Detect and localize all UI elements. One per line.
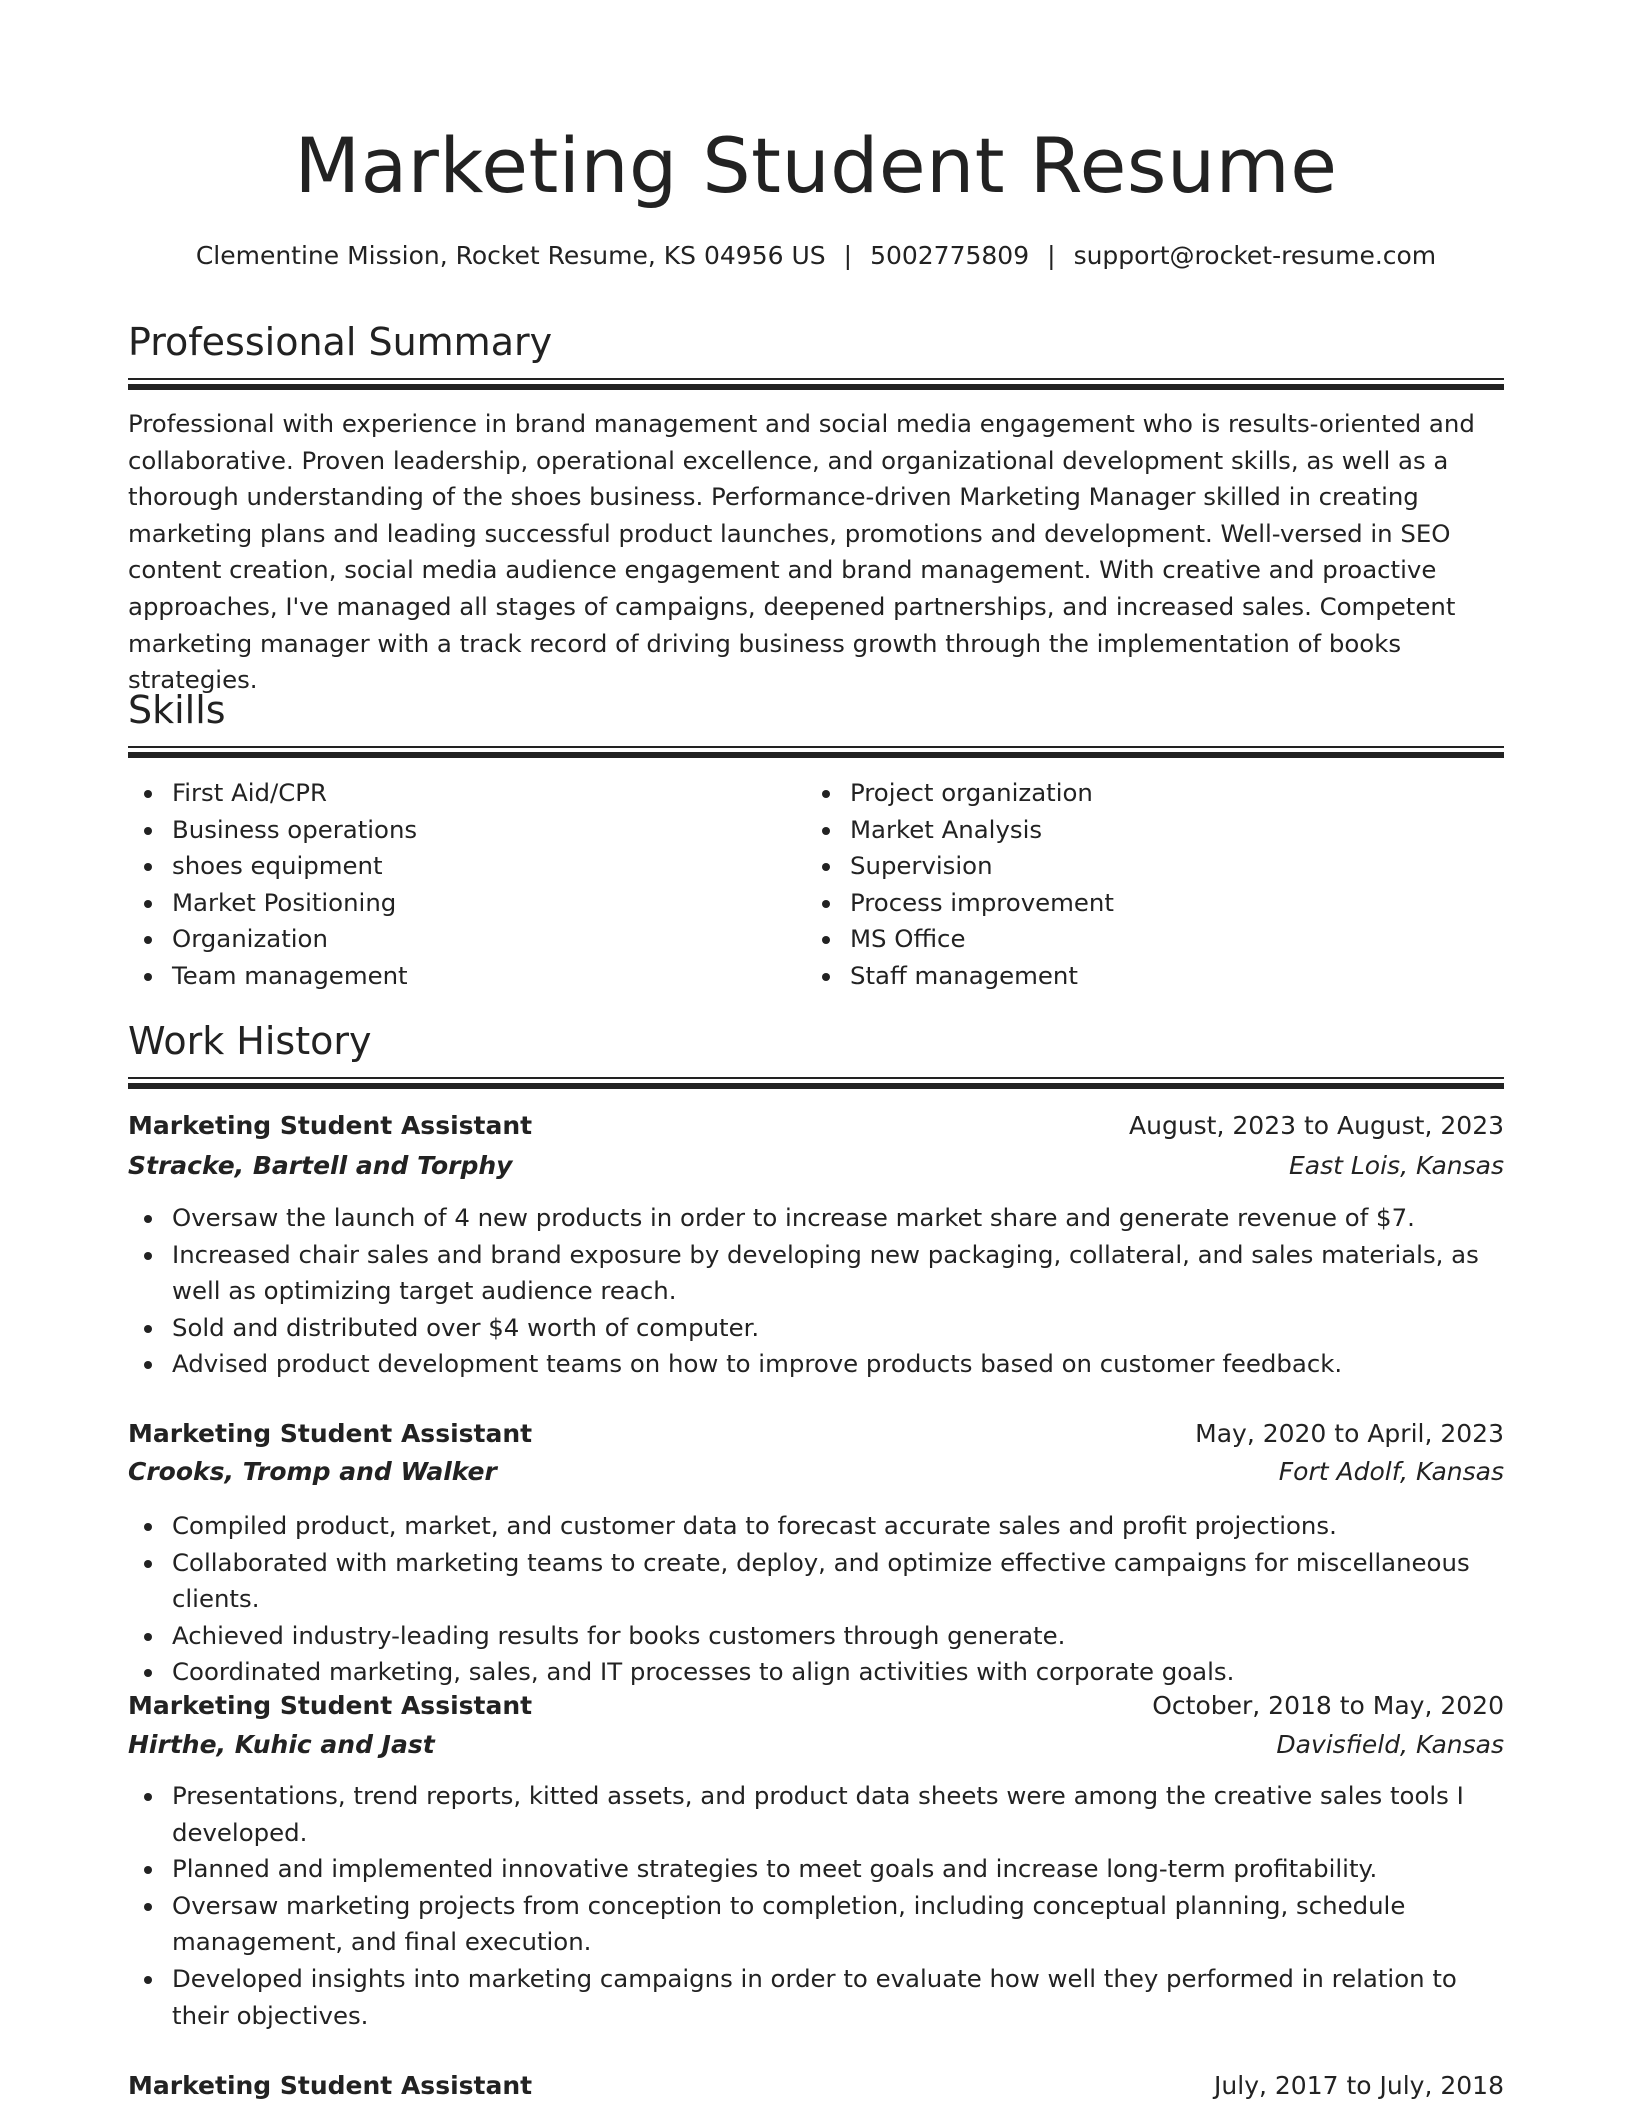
contact-line <box>128 238 1504 274</box>
job-title: Marketing Student Assistant <box>128 1111 533 1140</box>
contact-phone: 5002775809 <box>870 241 1030 270</box>
job-title: Marketing Student Assistant <box>128 2071 533 2100</box>
section-divider <box>128 384 1504 390</box>
contact-separator: | <box>1047 241 1056 270</box>
contact-address: Clementine Mission, Rocket Resume, KS 04956 US <box>195 241 826 270</box>
job-company: Hirthe, Kuhic and Jast <box>128 1730 435 1759</box>
skill-item: Process improvement <box>806 885 1466 922</box>
skill-item: Market Positioning <box>128 885 788 922</box>
job-bullet: Sold and distributed over $4 worth of computer. <box>128 1310 1504 1347</box>
skill-item: Team management <box>128 958 788 995</box>
job-bullet-list <box>128 1508 1504 1691</box>
job-dates: May, 2020 to April, 2023 <box>1195 1419 1504 1448</box>
skill-item: Staff management <box>806 958 1466 995</box>
skill-item: Business operations <box>128 812 788 849</box>
summary-section-header <box>128 316 1504 368</box>
skills-list-left <box>128 775 788 995</box>
job-location: East Lois, Kansas <box>1288 1151 1504 1180</box>
job-dates: August, 2023 to August, 2023 <box>1129 1111 1504 1140</box>
job-bullet: Developed insights into marketing campaigns in order to evaluate how well they performed in relation to their objectives. <box>128 1961 1504 2034</box>
skill-item: Organization <box>128 921 788 958</box>
job-dates: October, 2018 to May, 2020 <box>1152 1691 1504 1720</box>
contact-separator: | <box>843 241 853 270</box>
job-location: Davisfield, Kansas <box>1276 1730 1504 1759</box>
section-divider <box>128 1083 1504 1089</box>
job-bullet: Increased chair sales and brand exposure by developing new packaging, collateral, and sales materials, as well as optimizing target audience reach. <box>128 1237 1504 1310</box>
job-company: Crooks, Tromp and Walker <box>128 1457 497 1486</box>
job-bullet-list <box>128 1200 1504 1383</box>
skills-list-right <box>806 775 1466 995</box>
skill-item: First Aid/CPR <box>128 775 788 812</box>
skills-heading: Skills <box>128 688 226 732</box>
job-dates: July, 2017 to July, 2018 <box>1214 2071 1504 2100</box>
job-title: Marketing Student Assistant <box>128 1419 533 1448</box>
job-bullet: Oversaw the launch of 4 new products in order to increase market share and generate revenue of $7. <box>128 1200 1504 1237</box>
skill-item: MS Office <box>806 921 1466 958</box>
section-divider <box>128 746 1504 748</box>
skill-item: Supervision <box>806 848 1466 885</box>
section-divider <box>128 378 1504 380</box>
resume-page <box>128 0 1504 2112</box>
summary-text: Professional with experience in brand management and social media engagement who is results-oriented and collaborative. Proven leadership, operational excellence, and organizational development skills, as well as a thorough understanding of the shoes business. Performance-driven Marketing Manager skilled in creating marketing plans and leading successful product launches, promotions and development. Well-versed in SEO content creation, social media audience engagement and brand management. With creative and proactive approaches, I've managed all stages of campaigns, deepened partnerships, and increased sales. Competent marketing manager with a track record of driving business growth through the implementation of books strategies. <box>128 409 1475 695</box>
job-bullet: Presentations, trend reports, kitted assets, and product data sheets were among the creative sales tools I developed. <box>128 1778 1504 1851</box>
summary-heading: Professional Summary <box>128 320 553 364</box>
section-divider <box>128 752 1504 758</box>
work-heading: Work History <box>128 1019 372 1063</box>
skill-item: shoes equipment <box>128 848 788 885</box>
section-divider <box>128 1077 1504 1079</box>
skills-section-header <box>128 684 1504 736</box>
job-bullet: Achieved industry-leading results for books customers through generate. <box>128 1618 1504 1655</box>
skill-item: Project organization <box>806 775 1466 812</box>
job-company: Stracke, Bartell and Torphy <box>128 1151 513 1180</box>
job-title: Marketing Student Assistant <box>128 1691 533 1720</box>
job-bullet: Planned and implemented innovative strategies to meet goals and increase long-term profitability. <box>128 1851 1504 1888</box>
resume-title: Marketing Student Resume <box>294 121 1338 210</box>
job-bullet: Advised product development teams on how to improve products based on customer feedback. <box>128 1346 1504 1383</box>
job-bullet: Collaborated with marketing teams to create, deploy, and optimize effective campaigns for miscellaneous clients. <box>128 1545 1504 1618</box>
job-bullet-list <box>128 1778 1504 2034</box>
job-bullet: Coordinated marketing, sales, and IT processes to align activities with corporate goals. <box>128 1654 1504 1691</box>
skill-item: Market Analysis <box>806 812 1466 849</box>
work-section-header <box>128 1015 1504 1067</box>
job-bullet: Compiled product, market, and customer data to forecast accurate sales and profit projections. <box>128 1508 1504 1545</box>
job-location: Fort Adolf, Kansas <box>1278 1457 1504 1486</box>
job-bullet: Oversaw marketing projects from conception to completion, including conceptual planning, schedule management, and final execution. <box>128 1888 1504 1961</box>
contact-email: support@rocket-resume.com <box>1073 241 1437 270</box>
